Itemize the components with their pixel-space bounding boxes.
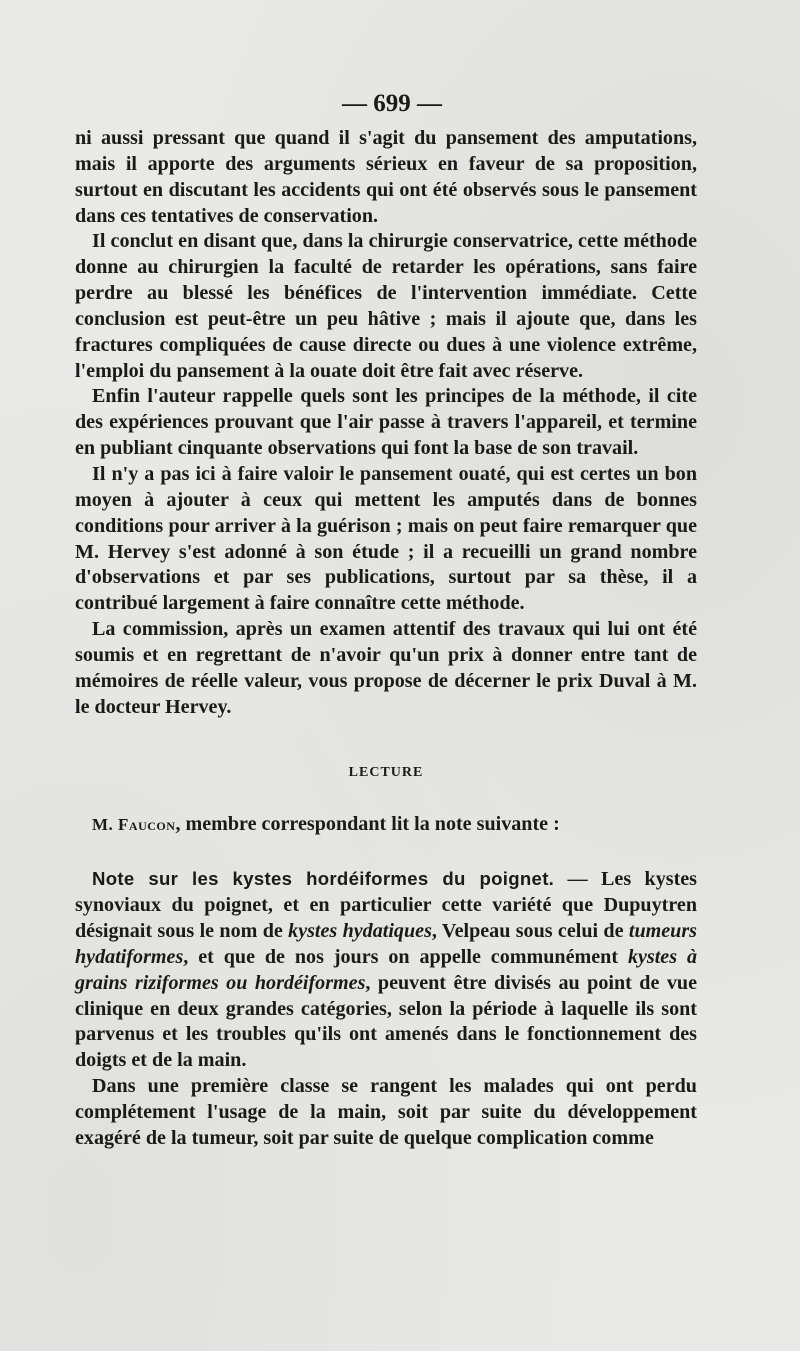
page	[75, 84, 697, 1152]
note-seg-1: — Les kystes synoviaux du poignet, et en particulier cette variété que Dupuytren désignait sous le nom de	[75, 868, 697, 943]
body-text	[75, 126, 697, 720]
note-seg-3: , et que de nos jours on appelle communément	[183, 945, 628, 968]
note-title: Note sur les kystes hordéiformes du poignet.	[92, 868, 555, 890]
paragraph-4: Il n'y a pas ici à faire valoir le pansement ouaté, qui est certes un bon moyen à ajouter à ceux qui mettent les amputés dans de bonnes conditions pour arriver à la guérison ; mais on peut faire remarquer que M. Hervey s'est adonné à son étude ; il a recueilli un grand nombre d'observations et par ses publications, surtout par sa thèse, il a contribué largement à faire connaître cette méthode.	[75, 462, 697, 615]
note-italic-2: tumeurs hydatiformes	[75, 920, 697, 968]
paragraph-1: ni aussi pressant que quand il s'agit du pansement des amputations, mais il apporte des arguments sérieux en faveur de sa proposition, surtout en discutant les accidents qui ont été observés sous le pansement dans ces tentatives de conservation.	[75, 127, 697, 227]
speaker-line	[75, 811, 697, 838]
speaker-text: , membre correspondant lit la note suivante :	[175, 813, 560, 836]
note-italic-1: kystes hydatiques	[288, 920, 432, 943]
last-paragraph: Dans une première classe se rangent les malades qui ont perdu complétement l'usage de la main, soit par suite du développement exagéré de la tumeur, soit par suite de quelque complication comme	[75, 1075, 697, 1149]
paragraph-3: Enfin l'auteur rappelle quels sont les principes de la méthode, il cite des expériences prouvant que l'air passe à travers l'appareil, et termine en publiant cinquante observations qui font la base de son travail.	[75, 385, 697, 460]
note-body	[75, 866, 697, 1151]
paragraph-2: Il conclut en disant que, dans la chirurgie conservatrice, cette méthode donne au chirurgien la faculté de retarder les opérations, sans faire perdre au blessé les bénéfices de l'intervention immédiate. Cette conclusion est peut-être un peu hâtive ; mais il ajoute que, dans les fractures compliquées de cause directe ou dues à une violence extrême, l'emploi du pansement à la ouate doit être fait avec réserve.	[75, 230, 697, 382]
note-paragraph	[75, 866, 697, 1074]
speaker-name: M. Faucon	[92, 815, 176, 835]
note-seg-4: , peuvent être divisés au point de vue clinique en deux grandes catégories, selon la période à laquelle ils sont parvenus et les troubles qu'ils ont amenés dans le fonctionnement des doigts et de la main.	[75, 971, 697, 1072]
paragraph-5: La commission, après un examen attentif des travaux qui lui ont été soumis et en regrettant de n'avoir qu'un prix à donner entre tant de mémoires de réelle valeur, vous propose de décerner le prix Duval à M. le docteur Hervey.	[75, 618, 697, 718]
page-number: — 699 —	[342, 90, 442, 117]
note-seg-2: , Velpeau sous celui de	[431, 920, 629, 943]
note-italic-3: kystes à grains riziformes ou hordéiformes	[75, 945, 697, 994]
section-heading: LECTURE	[348, 765, 424, 781]
